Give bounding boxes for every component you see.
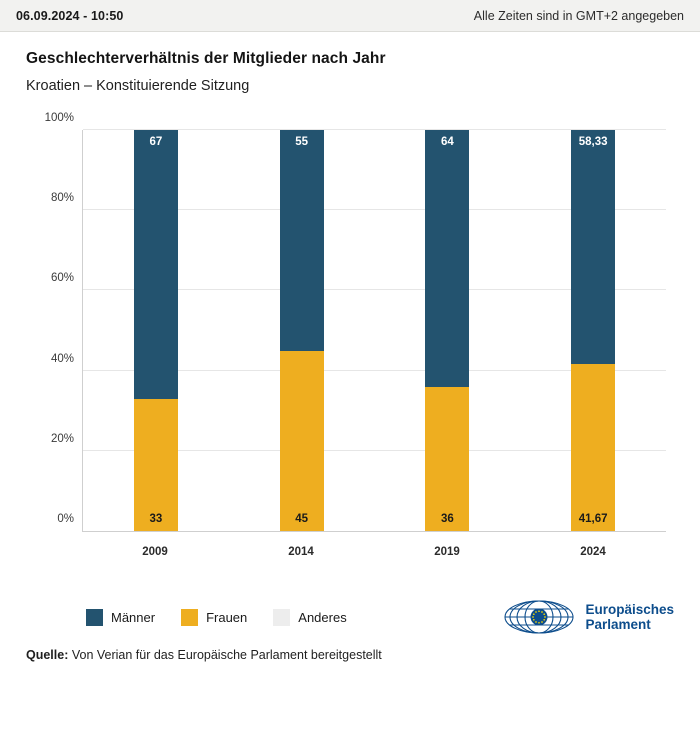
legend-swatch-women-icon [181, 609, 198, 626]
bar-column[interactable] [280, 130, 324, 531]
bar-group [83, 130, 666, 531]
legend-label-women: Frauen [206, 609, 248, 625]
bar-segment-women-value: 41,67 [578, 513, 608, 525]
legend-item-men[interactable] [86, 609, 155, 626]
bar-segment-women[interactable] [571, 364, 615, 531]
bar-segment-men[interactable] [134, 130, 178, 399]
source-note [26, 648, 674, 662]
bar-segment-women-value: 33 [149, 513, 163, 525]
chart-area [26, 112, 674, 590]
x-axis-tick-label: 2024 [580, 546, 606, 558]
bar-column[interactable] [571, 130, 615, 531]
y-axis-tick-label: 80% [50, 192, 74, 205]
x-axis-tick-label: 2019 [434, 546, 460, 558]
chart-subtitle: Kroatien – Konstituierende Sitzung [26, 78, 250, 94]
legend-row [26, 590, 674, 644]
timezone-note: Alle Zeiten sind in GMT+2 angegeben [473, 8, 684, 23]
bar-segment-men-value: 67 [149, 136, 163, 149]
chart-header [0, 32, 700, 94]
legend-label-other: Anderes [298, 609, 347, 625]
source-label: Quelle: [26, 648, 69, 662]
bar-column[interactable] [134, 130, 178, 531]
y-axis-tick-label: 20% [50, 432, 74, 445]
source-text: Von Verian für das Europäische Parlament bereitgestellt [71, 648, 382, 662]
y-axis-tick-label: 40% [50, 352, 74, 365]
legend-swatch-other-icon [273, 609, 290, 626]
bar-segment-men[interactable] [280, 130, 324, 351]
y-axis-tick-label: 0% [57, 513, 74, 525]
bar-segment-men-value: 55 [295, 136, 309, 149]
x-axis-labels [82, 546, 666, 558]
top-status-bar [0, 0, 700, 32]
bar-segment-men[interactable] [571, 130, 615, 364]
legend-swatch-men-icon [86, 609, 103, 626]
ep-wordmark-line1: Europäisches [585, 601, 674, 617]
timestamp-label: 06.09.2024 - 10:50 [16, 8, 124, 23]
ep-wordmark-line2: Parlament [585, 617, 651, 632]
legend-item-other[interactable] [273, 609, 346, 626]
legend-item-women[interactable] [181, 609, 247, 626]
x-axis-tick-label: 2014 [288, 546, 314, 558]
ep-emblem-icon [502, 598, 576, 636]
bar-segment-men-value: 58,33 [578, 136, 608, 149]
x-axis-tick-label: 2009 [142, 546, 168, 558]
bar-segment-women-value: 36 [440, 513, 454, 525]
bar-segment-women-value: 45 [295, 513, 309, 525]
european-parliament-logo [502, 598, 674, 636]
chart-legend [26, 609, 347, 626]
legend-label-men: Männer [111, 609, 156, 625]
bar-column[interactable] [425, 130, 469, 531]
plot-canvas [44, 112, 666, 532]
bar-segment-women[interactable] [280, 351, 324, 531]
page-title: Geschlechterverhältnis der Mitglieder nach Jahr [26, 50, 386, 67]
bar-segment-women[interactable] [425, 387, 469, 531]
bar-segment-men[interactable] [425, 130, 469, 387]
y-axis-tick-label: 60% [50, 272, 74, 285]
bar-segment-men-value: 64 [440, 136, 454, 149]
bar-segment-women[interactable] [134, 399, 178, 531]
y-axis-tick-label: 100% [44, 112, 74, 124]
ep-wordmark [585, 602, 674, 632]
